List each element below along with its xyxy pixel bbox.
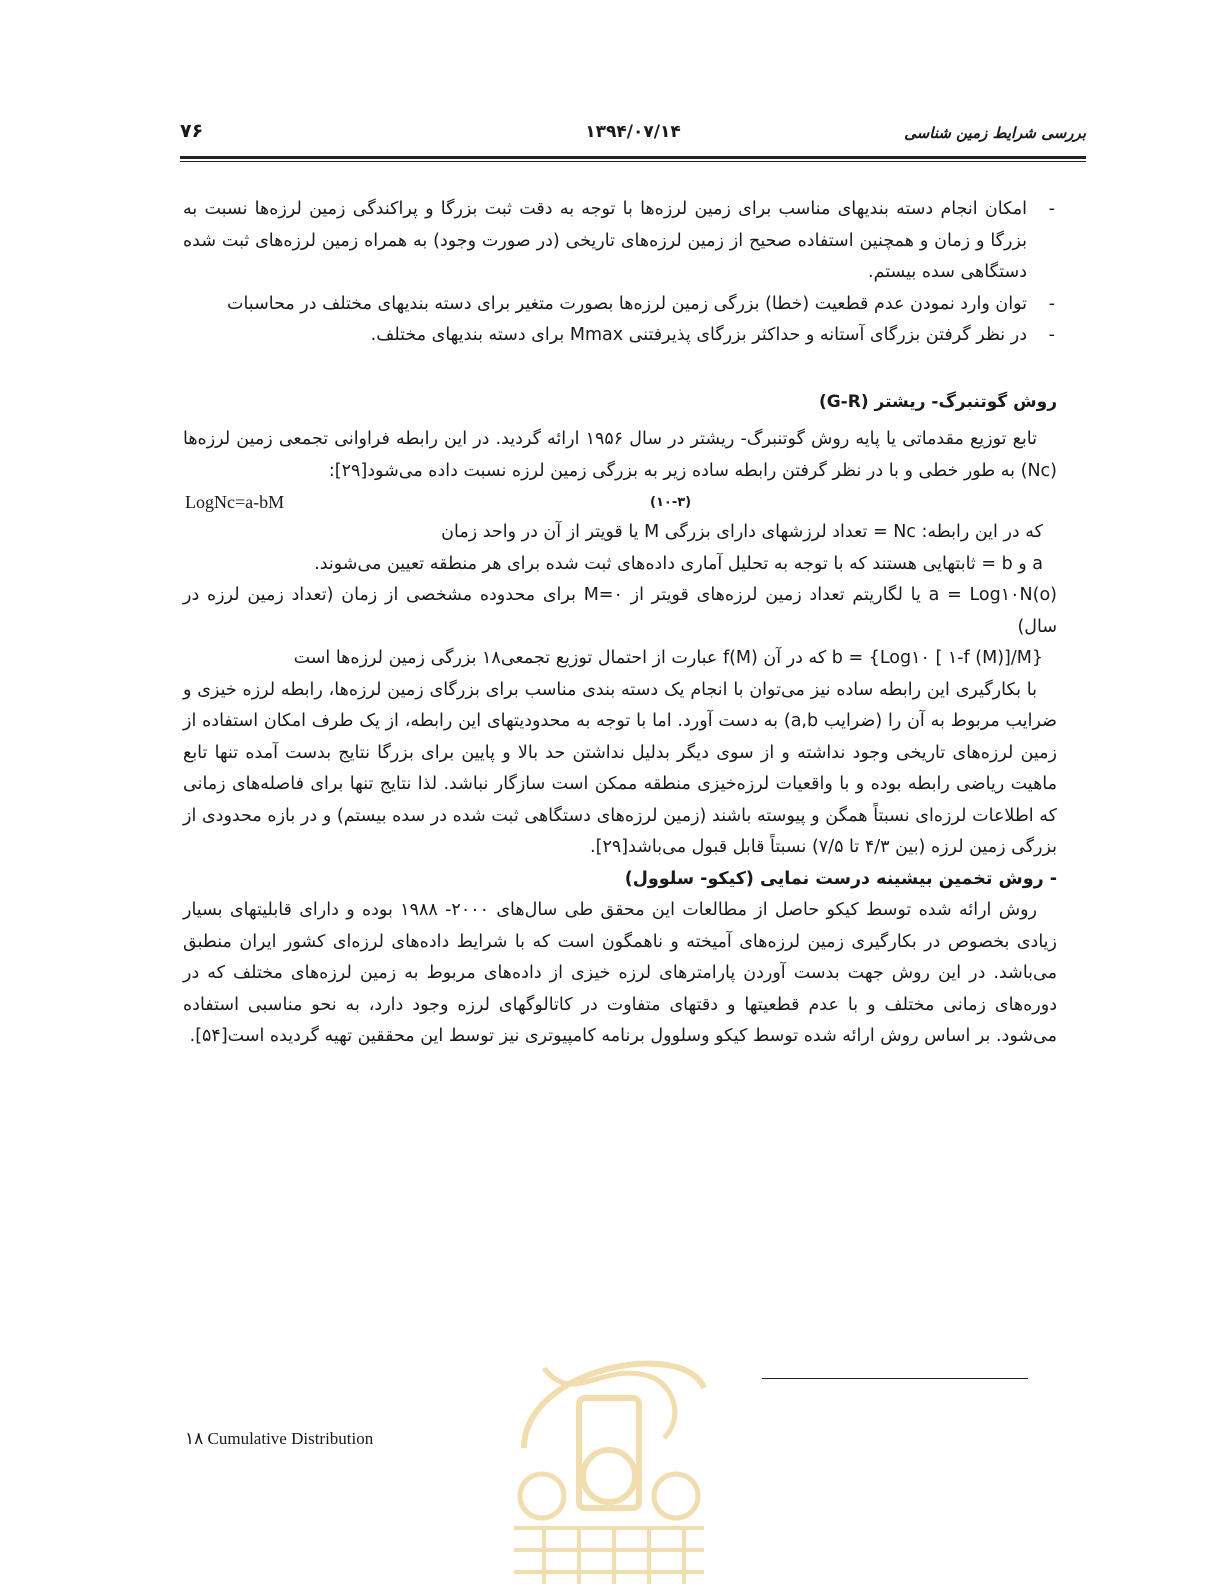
watermark-grid [514,1528,704,1584]
footnote: ۱۸ Cumulative Distribution [185,1429,374,1448]
list-item [183,320,1057,352]
watermark-logo [484,1328,734,1584]
list-item [183,289,1057,321]
kijko-body-paragraph: روش ارائه شده توسط کیکو حاصل از مطالعات این محقق طی سال‌های ۲۰۰۰- ۱۹۸۸ بوده و دارای قابلیتهای بسیار زیادی بخصوص در بکارگیری زمین لرزه‌های آمیخته و ناهمگون است که با شرایط داده‌های لرزه‌ای کشور ایران منطبق می‌باشد. در این روش جهت بدست آوردن پارامترهای لرزه خیزی از داده‌های مربوط به زمین لرزه‌های مختلف که در دوره‌های زمانی مختلف و با عدم قطعیتها و دقتهای متفاوت در کاتالوگهای لرزه وجود دارد، به نحو مناسبی استفاده می‌شود. بر اساس روش ارائه شده توسط کیکو وسلوول برنامه کامپیوتری نیز توسط این محققین تهیه گردیده است[۵۴]. [183,900,1057,1046]
gr-intro-paragraph: تابع توزیع مقدماتی یا پایه روش گوتنبرگ- ریشتر در سال ۱۹۵۶ ارائه گردید. در این رابطه فراوانی تجمعی زمین لرزه‌ها (Nc) به طور خطی و با در نظر گرفتن رابطه ساده زیر به بزرگی زمین لرزه نسبت داده می‌شود[۲۹]: [183,429,1057,481]
page-header [180,118,1086,158]
bullet-marker: - [1048,325,1055,345]
definition-ab: a و b = ثابتهایی هستند که با توجه به تحلیل آماری داده‌های ثبت شده برای هر منطقه تعیین می‌شوند. [314,553,1043,574]
main-content [183,194,1057,1053]
footnote-separator [762,1378,1028,1379]
header-rule-thick [180,156,1086,159]
gr-body-paragraph: با بکارگیری این رابطه ساده نیز می‌توان با انجام یک دسته بندی مناسب برای بزرگای زمین لرزه‌ها، رابطه لرزه خیزی و ضرایب مربوط به آن را (ضرایب a,b) به دست آورد. اما با توجه به محدودیتهای این رابطه، از یک طرف امکان استفاده از زمین لرزه‌های تاریخی وجود نداشته و از سوی دیگر بدلیل نداشتن حد بالا و پایین برای بزرگا نتایج بدست آمده تنها تابع ماهیت ریاضی رابطه بوده و با واقعیات لرزه‌خیزی منطقه ممکن است سازگار نباشد. لذا نتایج تنها برای فاصله‌های زمانی که اطلاعات لرزه‌ای نسبتاً همگن و پیوسته باشند (زمین لرزه‌های دستگاهی ثبت شده در سده بیستم) و در بازه محدودی از بزرگی زمین لرزه (بین ۴/۳ تا ۷/۵) نسبتاً قابل قبول می‌باشد[۲۹]. [183,679,1057,857]
watermark-emblem [583,1450,635,1502]
watermark-emblem-right [654,1474,698,1518]
section-heading-gr: روش گوتنبرگ- ریشتر (G-R) [818,391,1057,412]
header-date: ۱۳۹۴/۰۷/۱۴ [585,122,681,142]
equation-number: (۱۰-۳) [650,495,692,510]
list-item-text: توان وارد نمودن عدم قطعیت (خطا) بزرگی زمین لرزه‌ها بصورت متغیر برای دسته بندیهای مختلف در محاسبات [226,293,1027,314]
watermark-emblem-left [520,1474,564,1518]
running-title: بررسی شرایط زمین شناسی [904,124,1086,142]
section-heading-kijko: - روش تخمین بیشینه درست نمایی (کیکو- سلوول) [624,868,1057,889]
definition-b: b = {Log۱۰ [ ۱-f (M)]/M} که در آن f(M) عبارت از احتمال توزیع تجمعی۱۸ بزرگی زمین لرزه‌ها است [293,648,1043,668]
equation-row [183,487,1057,517]
definition-a: a = Log۱۰N(o) یا لگاریتم تعداد زمین لرزه‌های قویتر از M=۰ برای محدوده مشخصی از زمان (تعداد زمین لرزه در سال) [183,585,1057,637]
formula: LogNc=a-bM [185,492,285,512]
bullet-marker: - [1048,293,1055,314]
bullet-marker: - [1048,199,1055,219]
watermark-stroke [544,1368,675,1438]
bullet-list [183,194,1057,352]
header-rule-thin [180,161,1086,162]
list-item [183,194,1057,289]
page-number: ۷۶ [180,120,204,142]
list-item-text: امکان انجام دسته بندیهای مناسب برای زمین لرزه‌ها با توجه به دقت ثبت بزرگا و پراکندگی زمین لرزه‌ها نسبت به بزرگا و زمان و همچنین استفاده صحیح از زمین لرزه‌های تاریخی (در صورت وجود) به همراه زمین لرزه‌های ثبت شده دستگاهی سده بیستم. [183,199,1027,282]
definition-nc: که در این رابطه: Nc = تعداد لرزشهای دارای بزرگی M یا قویتر از آن در واحد زمان [441,522,1043,542]
list-item-text: در نظر گرفتن بزرگای آستانه و حداکثر بزرگای پذیرفتنی Mmax برای دسته بندیهای مختلف. [370,325,1027,345]
